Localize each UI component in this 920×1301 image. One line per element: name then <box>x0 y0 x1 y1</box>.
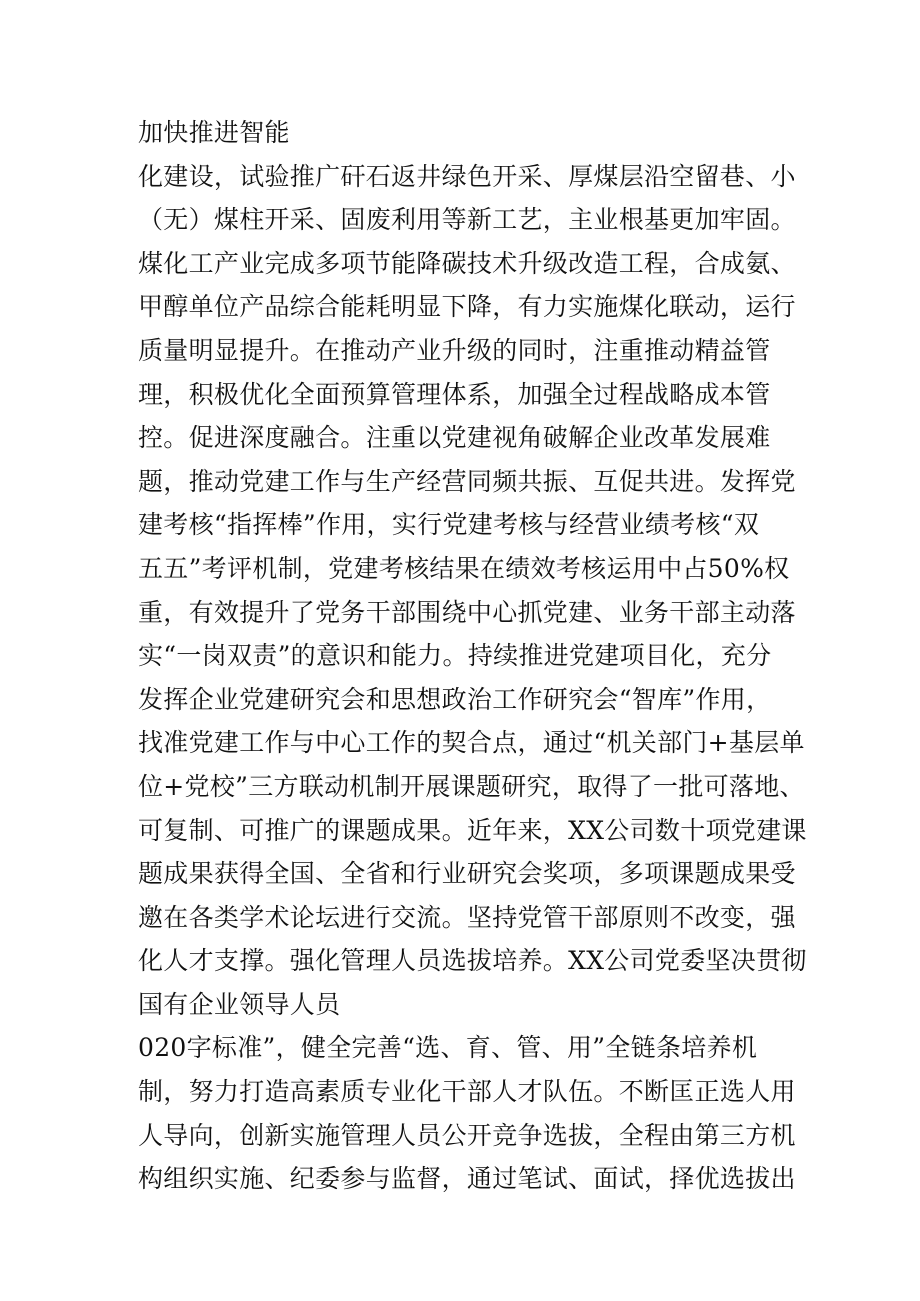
text-line: 发挥企业党建研究会和思想政治工作研究会“智库”作用， <box>138 684 772 714</box>
text-line: 五五”考评机制，党建考核结果在绩效考核运用中占50%权 <box>138 553 790 583</box>
text-line: 构组织实施、纪委参与监督，通过笔试、面试，择优选拔出 <box>138 1164 796 1194</box>
text-line: 化人才支撑。强化管理人员选拔培养。XX公司党委坚决贯彻 <box>138 946 807 976</box>
text-line: 控。促进深度融合。注重以党建视角破解企业改革发展难 <box>138 423 771 453</box>
text-line: 人导向，创新实施管理人员公开竞争选拔，全程由第三方机 <box>138 1120 796 1150</box>
text-line: 020字标准”，健全完善“选、育、管、用”全链条培养机 <box>138 1033 758 1063</box>
text-line: 制，努力打造高素质专业化干部人才队伍。不断匡正选人用 <box>138 1077 796 1107</box>
text-line: 题，推动党建工作与生产经营同频共振、互促共进。发挥党 <box>138 466 796 496</box>
text-line: 找准党建工作与中心工作的契合点，通过“机关部门+基层单 <box>138 728 805 758</box>
text-line: 重，有效提升了党务干部围绕中心抓党建、业务干部主动落 <box>138 597 796 627</box>
text-line: 质量明显提升。在推动产业升级的同时，注重推动精益管 <box>138 335 771 365</box>
text-line: 建考核“指挥棒”作用，实行党建考核与经营业绩考核“双 <box>138 510 760 540</box>
text-line: 位+党校”三方联动机制开展课题研究，取得了一批可落地、 <box>138 771 805 801</box>
text-line: 煤化工产业完成多项节能降碳技术升级改造工程，合成氨、 <box>138 248 796 278</box>
text-line: 可复制、可推广的课题成果。近年来，XX公司数十项党建课 <box>138 815 807 845</box>
text-line: 国有企业领导人员 <box>138 989 341 1019</box>
text-line: 甲醇单位产品综合能耗明显下降，有力实施煤化联动，运行 <box>138 292 796 322</box>
text-line: 实“一岗双责”的意识和能力。持续推进党建项目化，充分 <box>138 641 772 671</box>
body-text <box>138 111 807 1201</box>
text-line: 化建设，试验推广矸石返井绿色开采、厚煤层沿空留巷、小 <box>138 161 796 191</box>
text-line: 邀在各类学术论坛进行交流。坚持党管干部原则不改变，强 <box>138 902 796 932</box>
text-line: （无）煤柱开采、固废利用等新工艺，主业根基更加牢固。 <box>138 205 796 235</box>
text-line: 理，积极优化全面预算管理体系，加强全过程战略成本管 <box>138 379 771 409</box>
text-line: 加快推进智能 <box>138 118 290 147</box>
text-line: 题成果获得全国、全省和行业研究会奖项，多项课题成果受 <box>138 859 796 889</box>
